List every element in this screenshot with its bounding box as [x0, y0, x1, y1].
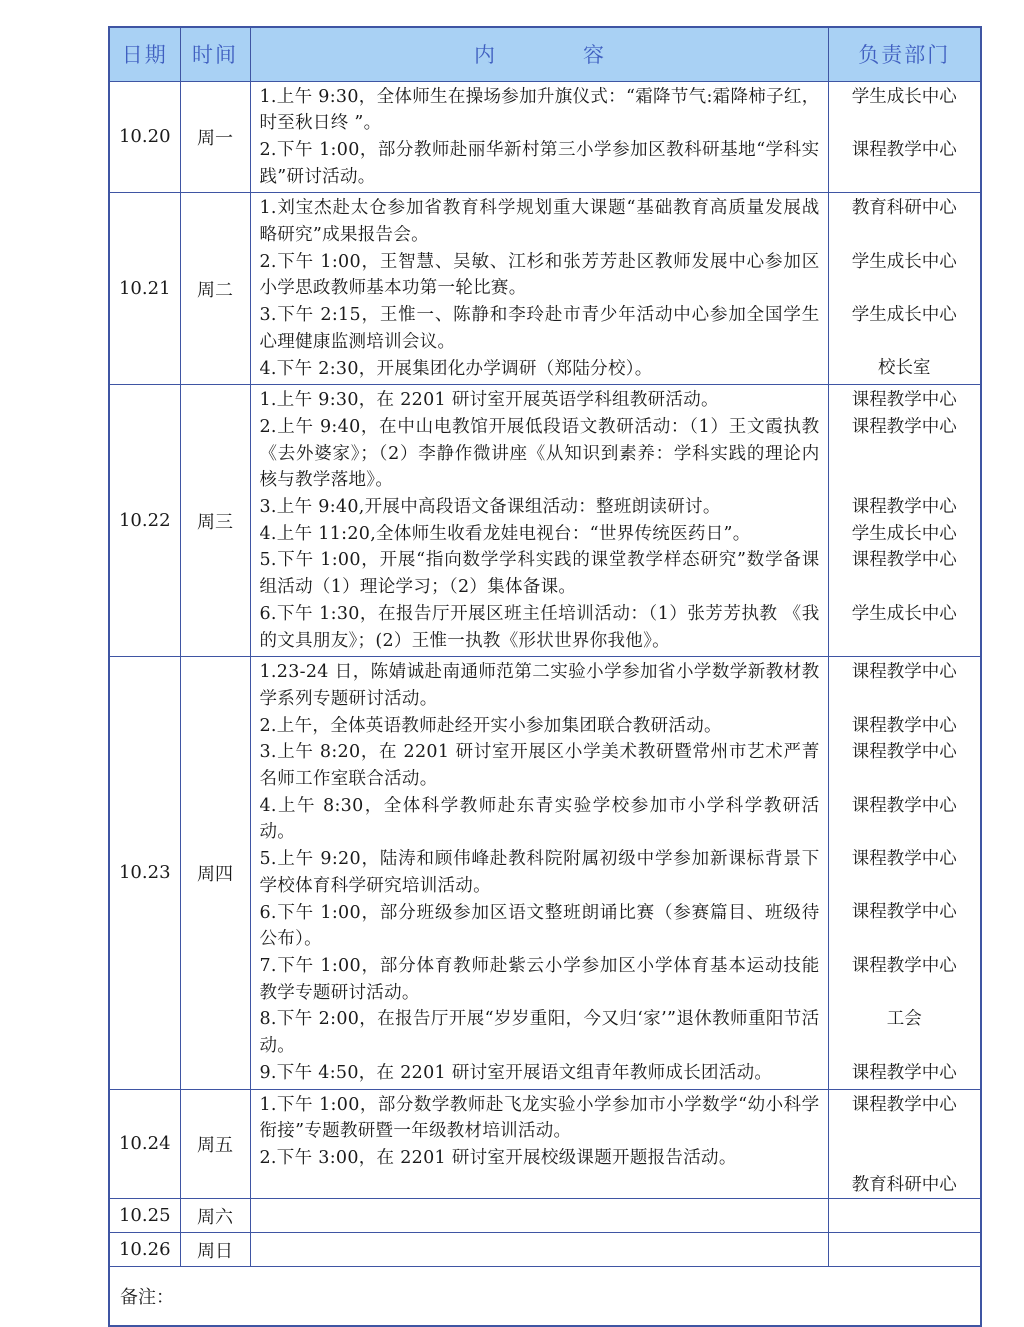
- row-departments: [828, 1089, 981, 1199]
- department-label: 学生成长中心: [851, 86, 957, 107]
- department-label: 学生成长中心: [851, 305, 957, 326]
- activity-item: 3.下午 2:15，王惟一、陈静和李玲赴市青少年活动中心参加全国学生心理健康监测培训会议。: [259, 305, 820, 352]
- activity-item: 5.下午 1:00，开展“指向数学学科实践的课堂教学样态研究”数学备课组活动（1）理论学习；（2）集体备课。: [259, 550, 820, 598]
- department-label: [829, 1118, 981, 1145]
- department-label: [829, 1145, 981, 1172]
- department-label: [829, 686, 981, 713]
- department-label: 课程教学中心: [851, 416, 957, 437]
- department-label: [829, 627, 981, 654]
- activity-item: 4.上午 11:20,全体师生收看龙娃电视台：“世界传统医药日”。: [259, 523, 751, 544]
- department-label: 课程教学中心: [851, 496, 957, 517]
- activity-item: 1.刘宝杰赴太仓参加省教育科学规划重大课题“基础教育高质量发展战略研究”成果报告会。: [259, 198, 820, 246]
- weekly-schedule: [108, 26, 980, 1327]
- note-row: [109, 1267, 981, 1327]
- activity-item: 3.上午 8:20，在 2201 研讨室开展区小学美术教研暨常州市艺术严菁名师工作室联合活动。: [259, 742, 820, 790]
- activity-item: 7.下午 1:00，部分体育教师赴紫云小学参加区小学体育基本运动技能教学专题研讨活动。: [259, 956, 820, 1003]
- row-date: 10.22: [109, 385, 180, 657]
- schedule-table: [108, 26, 982, 1327]
- row-date: 10.26: [109, 1233, 180, 1267]
- header-dept: 负责部门: [828, 27, 981, 81]
- activity-item: 1.23-24 日，陈婧诚赴南通师范第二实验小学参加省小学数学新教材教学系列专题研讨活动。: [259, 662, 820, 709]
- department-label: 课程教学中心: [851, 662, 957, 683]
- row-day: 周日: [180, 1233, 250, 1267]
- department-label: [829, 926, 981, 953]
- schedule-row: [109, 385, 981, 657]
- row-content: [250, 1089, 828, 1199]
- activity-item: 2.下午 1:00，部分教师赴丽华新村第三小学参加区教科研基地“学科实践”研讨活动。: [259, 139, 820, 187]
- row-date: 10.20: [109, 81, 180, 193]
- activity-item: 5.上午 9:20，陆涛和顾伟峰赴教科院附属初级中学参加新课标背景下学校体育科学研究培训活动。: [259, 849, 820, 896]
- department-label: [829, 819, 981, 846]
- row-departments: [828, 1233, 981, 1267]
- activity-item: 2.下午 3:00，在 2201 研讨室开展校级课题开题报告活动。: [259, 1147, 737, 1168]
- header-day: 时间: [180, 27, 250, 81]
- department-label: [829, 766, 981, 793]
- department-label: [829, 873, 981, 900]
- activity-item: 2.下午 1:00，王智慧、吴敏、江杉和张芳芳赴区教师发展中心参加区小学思政教师基本功第一轮比赛。: [259, 251, 820, 299]
- schedule-row: [109, 1199, 981, 1233]
- department-label: [829, 110, 981, 137]
- note-label: 备注：: [109, 1267, 981, 1327]
- activity-item: 4.下午 2:30，开展集团化办学调研（郑陆分校）。: [259, 358, 653, 379]
- department-label: 校长室: [878, 358, 931, 379]
- row-date: 10.23: [109, 657, 180, 1089]
- department-label: 课程教学中心: [851, 139, 957, 160]
- department-label: 学生成长中心: [851, 251, 957, 272]
- department-label: 课程教学中心: [851, 955, 957, 976]
- row-day: 周一: [180, 81, 250, 193]
- schedule-row: [109, 81, 981, 193]
- activity-item: 9.下午 4:50，在 2201 研讨室开展语文组青年教师成长团活动。: [259, 1062, 773, 1083]
- header-date: 日期: [109, 27, 180, 81]
- department-label: 学生成长中心: [851, 603, 957, 624]
- activity-item: 3.上午 9:40,开展中高段语文备课组活动：整班朗读研讨。: [259, 497, 721, 518]
- row-date: 10.25: [109, 1199, 180, 1233]
- row-content: [250, 81, 828, 193]
- row-departments: [828, 385, 981, 657]
- department-label: 课程教学中心: [851, 902, 957, 923]
- department-label: 教育科研中心: [851, 198, 957, 219]
- department-label: 课程教学中心: [851, 795, 957, 816]
- row-content: [250, 385, 828, 657]
- department-label: 课程教学中心: [851, 742, 957, 763]
- department-label: 课程教学中心: [851, 849, 957, 870]
- activity-item: 2.上午，全体英语教师赴经开实小参加集团联合教研活动。: [259, 715, 722, 736]
- schedule-row: [109, 1089, 981, 1199]
- header-row: [109, 27, 981, 81]
- department-label: 教育科研中心: [851, 1174, 957, 1195]
- activity-item: 2.上午 9:40，在中山电教馆开展低段语文教研活动：（1）王文霞执教《去外婆家》；（2）李静作微讲座《从知识到素养：学科实践的理论内核与教学落地》。: [259, 416, 820, 491]
- row-day: 周三: [180, 385, 250, 657]
- department-label: [829, 329, 981, 356]
- row-day: 周五: [180, 1089, 250, 1199]
- row-date: 10.21: [109, 193, 180, 385]
- department-label: [829, 164, 981, 191]
- department-label: [829, 1033, 981, 1060]
- row-content: [250, 193, 828, 385]
- department-label: 课程教学中心: [851, 715, 957, 736]
- department-label: 课程教学中心: [851, 1062, 957, 1083]
- activity-item: 6.下午 1:30，在报告厅开展区班主任培训活动：（1）张芳芳执教 《我的文具朋友》；(2）王惟一执教《形状世界你我他》。: [259, 603, 820, 651]
- department-label: [829, 441, 981, 468]
- department-label: 课程教学中心: [851, 390, 957, 411]
- schedule-body: [109, 81, 981, 1326]
- row-departments: [828, 657, 981, 1089]
- row-departments: [828, 193, 981, 385]
- department-label: [829, 574, 981, 601]
- schedule-row: [109, 657, 981, 1089]
- activity-item: 1.上午 9:30，在 2201 研讨室开展英语学科组教研活动。: [259, 390, 719, 411]
- activity-item: 1.下午 1:00，部分数学教师赴飞龙实验小学参加市小学数学“幼小科学衔接”专题教研暨一年级教材培训活动。: [259, 1094, 820, 1142]
- row-content: [250, 1233, 828, 1267]
- header-content: 内容: [474, 43, 692, 68]
- department-label: 学生成长中心: [851, 523, 957, 544]
- schedule-row: [109, 1233, 981, 1267]
- schedule-row: [109, 193, 981, 385]
- row-day: 周二: [180, 193, 250, 385]
- row-departments: [828, 1199, 981, 1233]
- department-label: 工会: [886, 1009, 922, 1030]
- row-date: 10.24: [109, 1089, 180, 1199]
- department-label: 课程教学中心: [851, 1094, 957, 1115]
- row-content: [250, 1199, 828, 1233]
- row-departments: [828, 81, 981, 193]
- activity-item: 1.上午 9:30，全体师生在操场参加升旗仪式：“霜降节气:霜降柿子红，时至秋日终 ”。: [259, 86, 820, 134]
- activity-item: 4.上午 8:30，全体科学教师赴东青实验学校参加市小学科学教研活动。: [259, 795, 820, 843]
- row-content: [250, 657, 828, 1089]
- activity-item: 8.下午 2:00，在报告厅开展“岁岁重阳，今又归‘家’”退休教师重阳节活动。: [259, 1009, 820, 1057]
- row-day: 周六: [180, 1199, 250, 1233]
- department-label: [829, 222, 981, 249]
- row-day: 周四: [180, 657, 250, 1089]
- activity-item: 6.下午 1:00，部分班级参加区语文整班朗诵比赛（参赛篇目、班级待公布）。: [259, 902, 820, 950]
- department-label: 课程教学中心: [851, 550, 957, 571]
- department-label: [829, 467, 981, 494]
- department-label: [829, 980, 981, 1007]
- department-label: [829, 275, 981, 302]
